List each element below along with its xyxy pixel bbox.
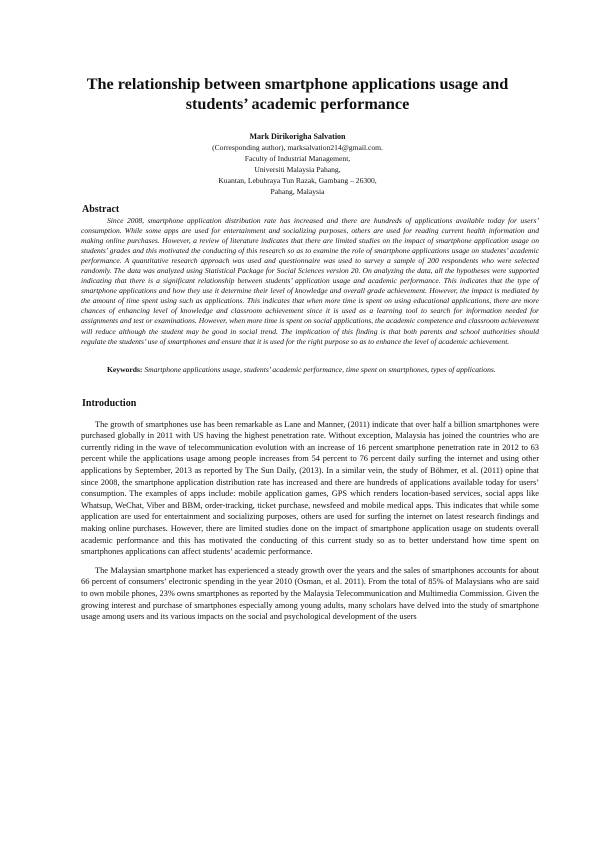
author-affiliation-faculty: Faculty of Industrial Management, <box>244 154 351 163</box>
author-name: Mark Dirikorigha Salvation <box>249 132 346 141</box>
introduction-paragraph-1: The growth of smartphones use has been remarkable as Lane and Manner, (2011) indicate that over half a billion smartphones were purchased globally in 2011 with US having the highest penetration rate. Without exception, Malaysia has joined the countries who are currently riding in the wave of telecommunication evolution with an increase of 16 percent smartphone penetration rate in 2012 to 63 percent while the applications usage among people increases from 54 percent to 76 percent daily surfing the internet and using other applications by September, 2013 as reported by The Sun Daily, (2013). In a similar vein, the study of Böhmer, et al. (2011) opine that since 2008, the smartphone application distribution rate has increased and there are hundreds of applications available today for users’ consumption. The examples of apps include: mobile application games, GPS which renders location-based services, social apps like Whatsup, WeChat, Viber and BBM, order-tracking, ticket purchase, newsfeed and mobile medical apps. This indicates that while some application are used for entertainment and socializing purposes, others are used for surfing the internet on latest research findings and making online purchases. However, there are limited studies done on the impact of smartphone application usage on students overall academic performance and this has motivated the conducting of this current study so as to better understand how time spent on smartphones applications can affect students’ academic performance. <box>81 419 539 557</box>
keywords-label: Keywords: <box>107 364 143 374</box>
paper-title: The relationship between smartphone applications usage and students’ academic performance <box>86 75 509 113</box>
introduction-heading: Introduction <box>82 397 137 409</box>
author-contact: (Corresponding author), marksalvation214@gmail.com. <box>212 143 383 152</box>
keywords-text: Smartphone applications usage, students’ academic performance, time spent on smartphones, types of applications. <box>142 364 496 374</box>
introduction-paragraph-2: The Malaysian smartphone market has experienced a steady growth over the years and the sales of smartphones accounts for about 66 percent of consumers’ electronic spending in the year 2010 (Osman, et al. 2011). From the total of 85% of Malaysians who are said to own mobile phones, 23% owns smartphones as reported by the Malaysia Telecommunication and Multimedia Commission. Given the growing interest and purchase of smartphones especially among young adults, many scholars have delved into the study of smartphone usage among users and its various impacts on the social and psychological development of the users <box>81 565 539 622</box>
author-address: Kuantan, Lebuhraya Tun Razak, Gambang – 26300, <box>218 176 377 185</box>
abstract-heading: Abstract <box>82 204 120 215</box>
author-country: Pahang, Malaysia <box>270 187 325 196</box>
abstract-text: Since 2008, smartphone application distribution rate has increased and there are hundreds of applications available today for users’ consumption. While some apps are used for entertainment and socializing purposes, others are used for reading current health information and making online purchases. However, a review of literature indicates that there are limited studies on the impact of smartphone application usage on students’ grades and this motivated the conducting of this research so as to examine the role of smartphone applications usage on students’ academic performance. A quantitative research approach was used and questionnaire was used to survey a sample of 200 respondents who were selected randomly. The data was analyzed using Statistical Package for Social Sciences version 20. On analyzing the data, all the hypotheses were supported indicating that there is a significant relationship between students’ application usage and academic performance. This indicates that the type of smartphone applications and how they use it determine their level of knowledge and overall grade achievement. However, the impact is mediated by the amount of time spent using such as applications. This indicates that when more time is spent on using educational applications, there are more chances of enhancing level of knowledge and classroom achievement since it is used as a learning tool to search for information needed for assignments and test or examinations. However, when more time is spent on social applications, the academic competence and classroom achievement will reduce although the student may be good in social trend. The implication of this finding is that both parents and school authorities should regulate the students’ use of smartphones and ensure that it is used for the right purpose so as to enhance the level of academic achievement. <box>81 216 539 346</box>
author-affiliation-university: Universiti Malaysia Pahang, <box>254 165 341 174</box>
keywords <box>81 365 541 375</box>
author-block <box>54 131 541 197</box>
